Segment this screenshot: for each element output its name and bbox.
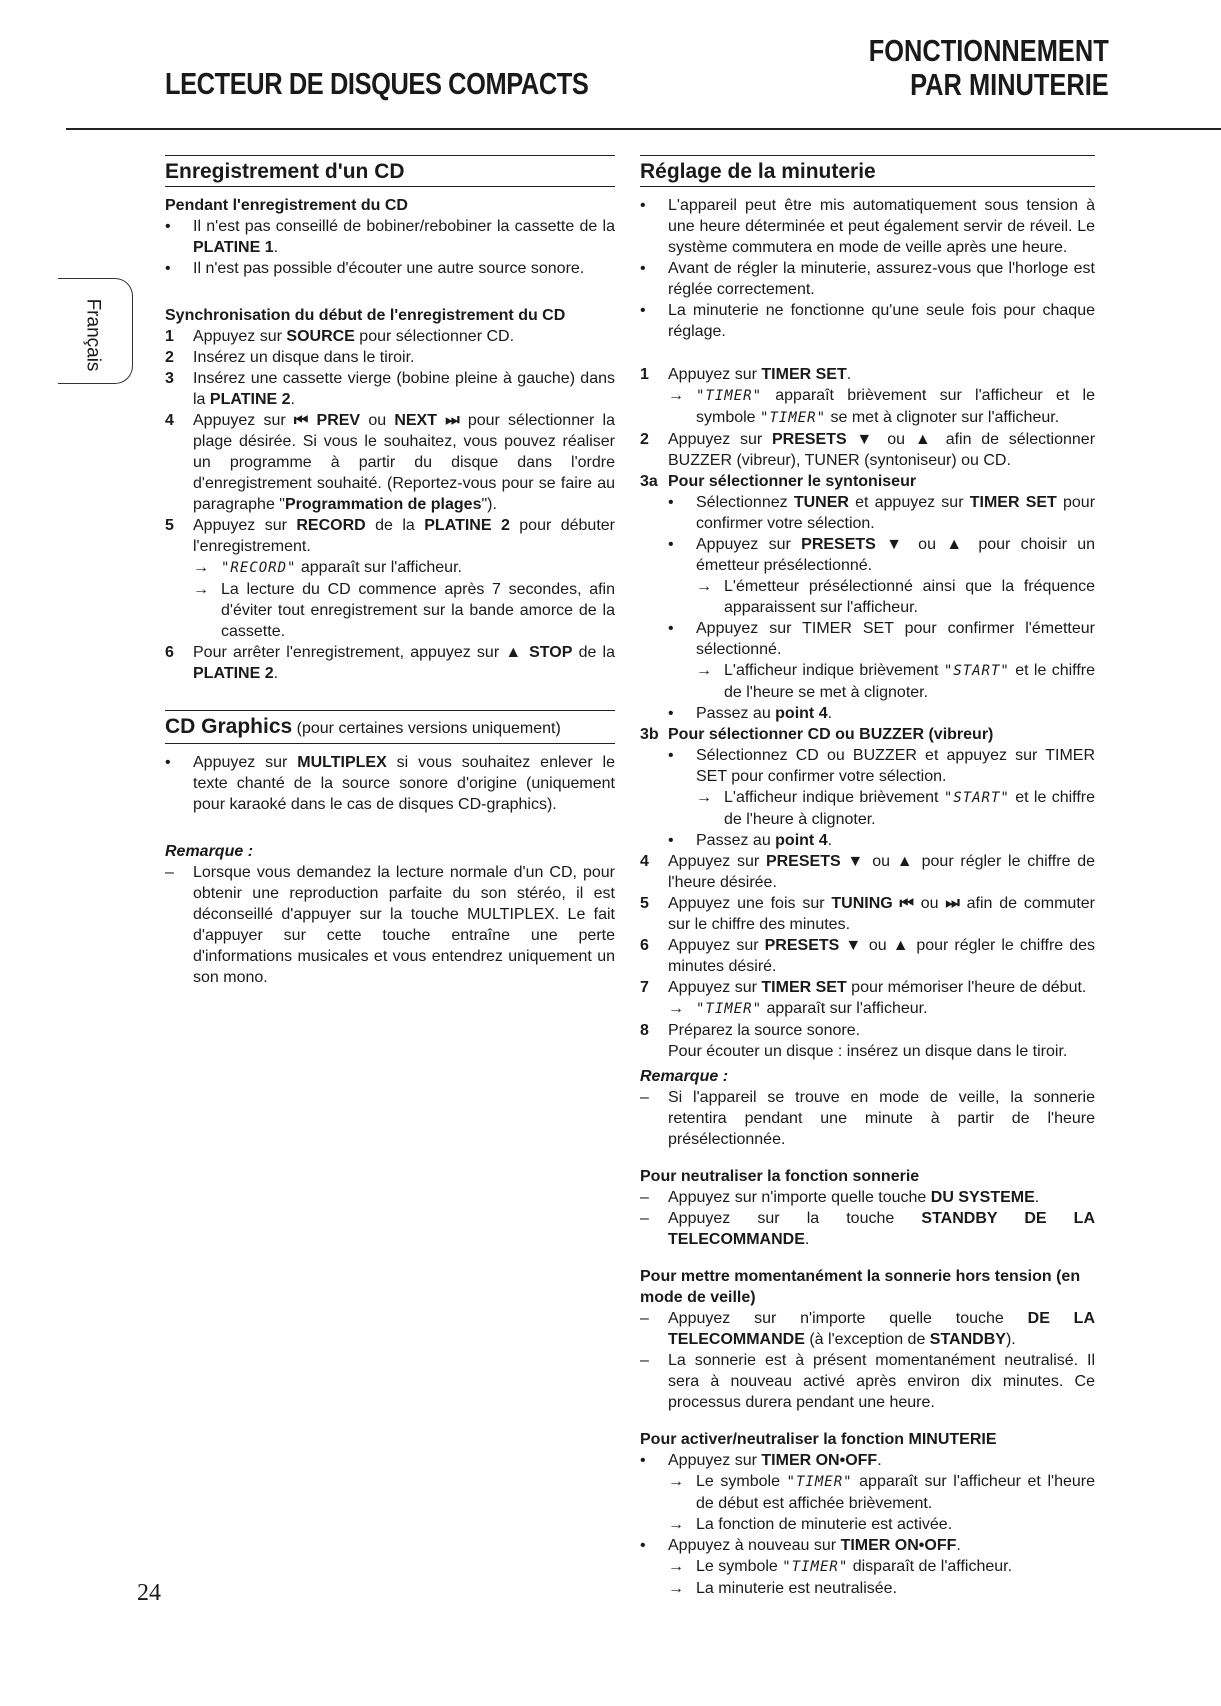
subheading-neutralize-alarm: Pour neutraliser la fonction sonnerie — [640, 1168, 920, 1185]
arrow-note: → La fonction de minuterie est activée. — [668, 1516, 953, 1533]
right-column — [640, 155, 1095, 1599]
step-item: 4 Appuyez sur PRESETS ▼ ou ▲ pour régler le chiffre de l'heure désirée. — [640, 853, 1096, 891]
list-item: • Passez au point 4. — [668, 832, 833, 849]
arrow-note: → L'afficheur indique brièvement "START" et le chiffre de l'heure à clignoter. — [696, 789, 1095, 828]
arrow-icon: → — [668, 1580, 684, 1597]
list-item: • Il n'est pas conseillé de bobiner/rebobiner la cassette de la PLATINE 1. — [165, 218, 615, 256]
arrow-note: → "TIMER" apparaît brièvement sur l'afficheur et le symbole "TIMER" se met à clignoter sur l'afficheur. — [668, 387, 1095, 426]
list-item: – Appuyez sur n'importe quelle touche DU SYSTEME. — [640, 1189, 1040, 1206]
list-item: – Appuyez sur n'importe quelle touche DE LA TELECOMMANDE (à l'exception de STANDBY). — [640, 1310, 1096, 1348]
section-title-timer-setting: Réglage de la minuterie — [640, 155, 1095, 187]
arrow-note: → L'afficheur indique brièvement "START" et le chiffre de l'heure se met à clignoter. — [696, 662, 1095, 701]
list-item: – La sonnerie est à présent momentanément neutralisé. Il sera à nouveau activé après environ dix minutes. Ce processus durera pendant une heure. — [640, 1352, 1095, 1411]
step-item: 5 Appuyez une fois sur TUNING ⏮ ou ⏭ afin de commuter sur le chiffre des minutes. — [640, 895, 1096, 933]
step-item: 6 Appuyez sur PRESETS ▼ ou ▲ pour régler le chiffre des minutes désiré. — [640, 937, 1096, 975]
page-number: 24 — [137, 1580, 161, 1606]
step-item: 3 Insérez une cassette vierge (bobine pleine à gauche) dans la PLATINE 2. — [165, 370, 615, 408]
step-item: 6 Pour arrêter l'enregistrement, appuyez sur ▲ STOP de la PLATINE 2. — [165, 644, 616, 682]
step-item: 5 Appuyez sur RECORD de la PLATINE 2 pour débuter l'enregistrement. — [165, 517, 615, 555]
arrow-note: → La minuterie est neutralisée. — [668, 1580, 897, 1597]
header-rule — [66, 128, 1221, 130]
subheading-during-recording: Pendant l'enregistrement du CD — [165, 197, 408, 214]
page-title-right-line2: PAR MINUTERIE — [910, 67, 1109, 102]
list-item: • Appuyez à nouveau sur TIMER ON•OFF. — [640, 1537, 961, 1554]
step-item: 4 Appuyez sur ⏮ PREV ou NEXT ⏭ pour sélectionner la plage désirée. Si vous le souhaitez, vous pouvez réaliser un programme à partir du disque dans l'ordre d'enregistrement souhaité. (Reportez-vous pour se faire au paragraphe "Programmation de plages"). — [165, 412, 615, 513]
list-item: • Avant de régler la minuterie, assurez-vous que l'horloge est réglée correctement. — [640, 260, 1095, 298]
subheading-standby-alarm: Pour mettre momentanément la sonnerie hors tension (en mode de veille) — [640, 1268, 1081, 1306]
language-tab-label — [82, 300, 106, 370]
list-item: • Appuyez sur PRESETS ▼ ou ▲ pour choisir un émetteur présélectionné. — [668, 536, 1096, 574]
list-item: • Passez au point 4. — [668, 705, 833, 722]
arrow-note: → Le symbole "TIMER" apparaît sur l'afficheur et l'heure de début est affichée brièvement. — [668, 1473, 1095, 1512]
arrow-note: → L'émetteur présélectionné ainsi que la fréquence apparaissent sur l'afficheur. — [696, 578, 1095, 616]
arrow-icon: → — [696, 662, 712, 679]
arrow-icon: → — [668, 1516, 684, 1533]
section-title-cd-graphics: CD Graphics (pour certaines versions uniquement) — [165, 710, 615, 744]
language-tab-text: Français — [82, 298, 104, 372]
arrow-note: → "RECORD" apparaît sur l'afficheur. — [193, 559, 462, 576]
step-item: 3a Pour sélectionner le syntoniseur — [640, 473, 917, 490]
list-item: • Appuyez sur TIMER SET pour confirmer l'émetteur sélectionné. — [668, 620, 1095, 658]
left-column — [165, 155, 615, 988]
arrow-icon: → — [668, 1558, 684, 1575]
arrow-icon: → — [668, 1473, 684, 1490]
remark-heading: Remarque : — [640, 1068, 729, 1085]
step-item: 1 Appuyez sur TIMER SET. — [640, 366, 852, 383]
arrow-icon: → — [696, 578, 712, 595]
step-item: 2 Appuyez sur PRESETS ▼ ou ▲ afin de sélectionner BUZZER (vibreur), TUNER (syntoniseur) ou CD. — [640, 431, 1096, 469]
section-title-cd-recording: Enregistrement d'un CD — [165, 155, 615, 187]
list-item: • Sélectionnez TUNER et appuyez sur TIMER SET pour confirmer votre sélection. — [668, 494, 1096, 532]
arrow-note: → La lecture du CD commence après 7 secondes, afin d'éviter tout enregistrement sur la bande amorce de la cassette. — [193, 581, 615, 640]
page-title-left: LECTEUR DE DISQUES COMPACTS — [165, 66, 589, 101]
page-title-right — [869, 34, 1109, 102]
step-item: 3b Pour sélectionner CD ou BUZZER (vibreur) — [640, 726, 994, 743]
arrow-note: → Le symbole "TIMER" disparaît de l'afficheur. — [668, 1558, 1013, 1575]
step-item: 7 Appuyez sur TIMER SET pour mémoriser l'heure de début. — [640, 979, 1087, 996]
arrow-icon: → — [193, 559, 209, 576]
arrow-icon: → — [193, 581, 209, 598]
list-item: • Appuyez sur TIMER ON•OFF. — [640, 1452, 882, 1469]
arrow-icon: → — [668, 1000, 684, 1017]
list-item: • Sélectionnez CD ou BUZZER et appuyez sur TIMER SET pour confirmer votre sélection. — [668, 747, 1095, 785]
subheading-activate-timer: Pour activer/neutraliser la fonction MINUTERIE — [640, 1431, 997, 1448]
list-item: – Appuyez sur la touche STANDBY DE LA TELECOMMANDE. — [640, 1210, 1096, 1248]
step-item: 2 Insérez un disque dans le tiroir. — [165, 349, 415, 366]
list-item: • L'appareil peut être mis automatiquement sous tension à une heure déterminée et peut également servir de réveil. Le système commutera en mode de veille après une heure. — [640, 197, 1095, 256]
arrow-note: → "TIMER" apparaît sur l'afficheur. — [668, 1000, 928, 1017]
arrow-icon: → — [696, 789, 712, 806]
list-item: • Il n'est pas possible d'écouter une autre source sonore. — [165, 260, 585, 277]
arrow-icon: → — [668, 387, 684, 404]
list-item: • Appuyez sur MULTIPLEX si vous souhaitez enlever le texte chanté de la source sonore d'origine (uniquement pour karaoké dans le cas de disques CD-graphics). — [165, 754, 615, 813]
remark-heading: Remarque : — [165, 843, 254, 860]
remark-item: – Si l'appareil se trouve en mode de veille, la sonnerie retentira pendant une minute à partir de l'heure présélectionnée. — [640, 1089, 1095, 1148]
step-item: 1 Appuyez sur SOURCE pour sélectionner CD. — [165, 328, 515, 345]
subheading-sync-start: Synchronisation du début de l'enregistrement du CD — [165, 307, 566, 324]
step-item: 8 Préparez la source sonore. Pour écouter un disque : insérez un disque dans le tiroir. — [640, 1022, 1068, 1060]
page-title-right-line1: FONCTIONNEMENT — [868, 33, 1109, 68]
list-item: • La minuterie ne fonctionne qu'une seule fois pour chaque réglage. — [640, 302, 1095, 340]
remark-item: – Lorsque vous demandez la lecture normale d'un CD, pour obtenir une reproduction parfaite du son stéréo, il est déconseillé d'appuyer sur la touche MULTIPLEX. Le fait d'appuyer sur cette touche entraîne une perte d'informations musicales et vous entendrez uniquement un son mono. — [165, 864, 615, 986]
